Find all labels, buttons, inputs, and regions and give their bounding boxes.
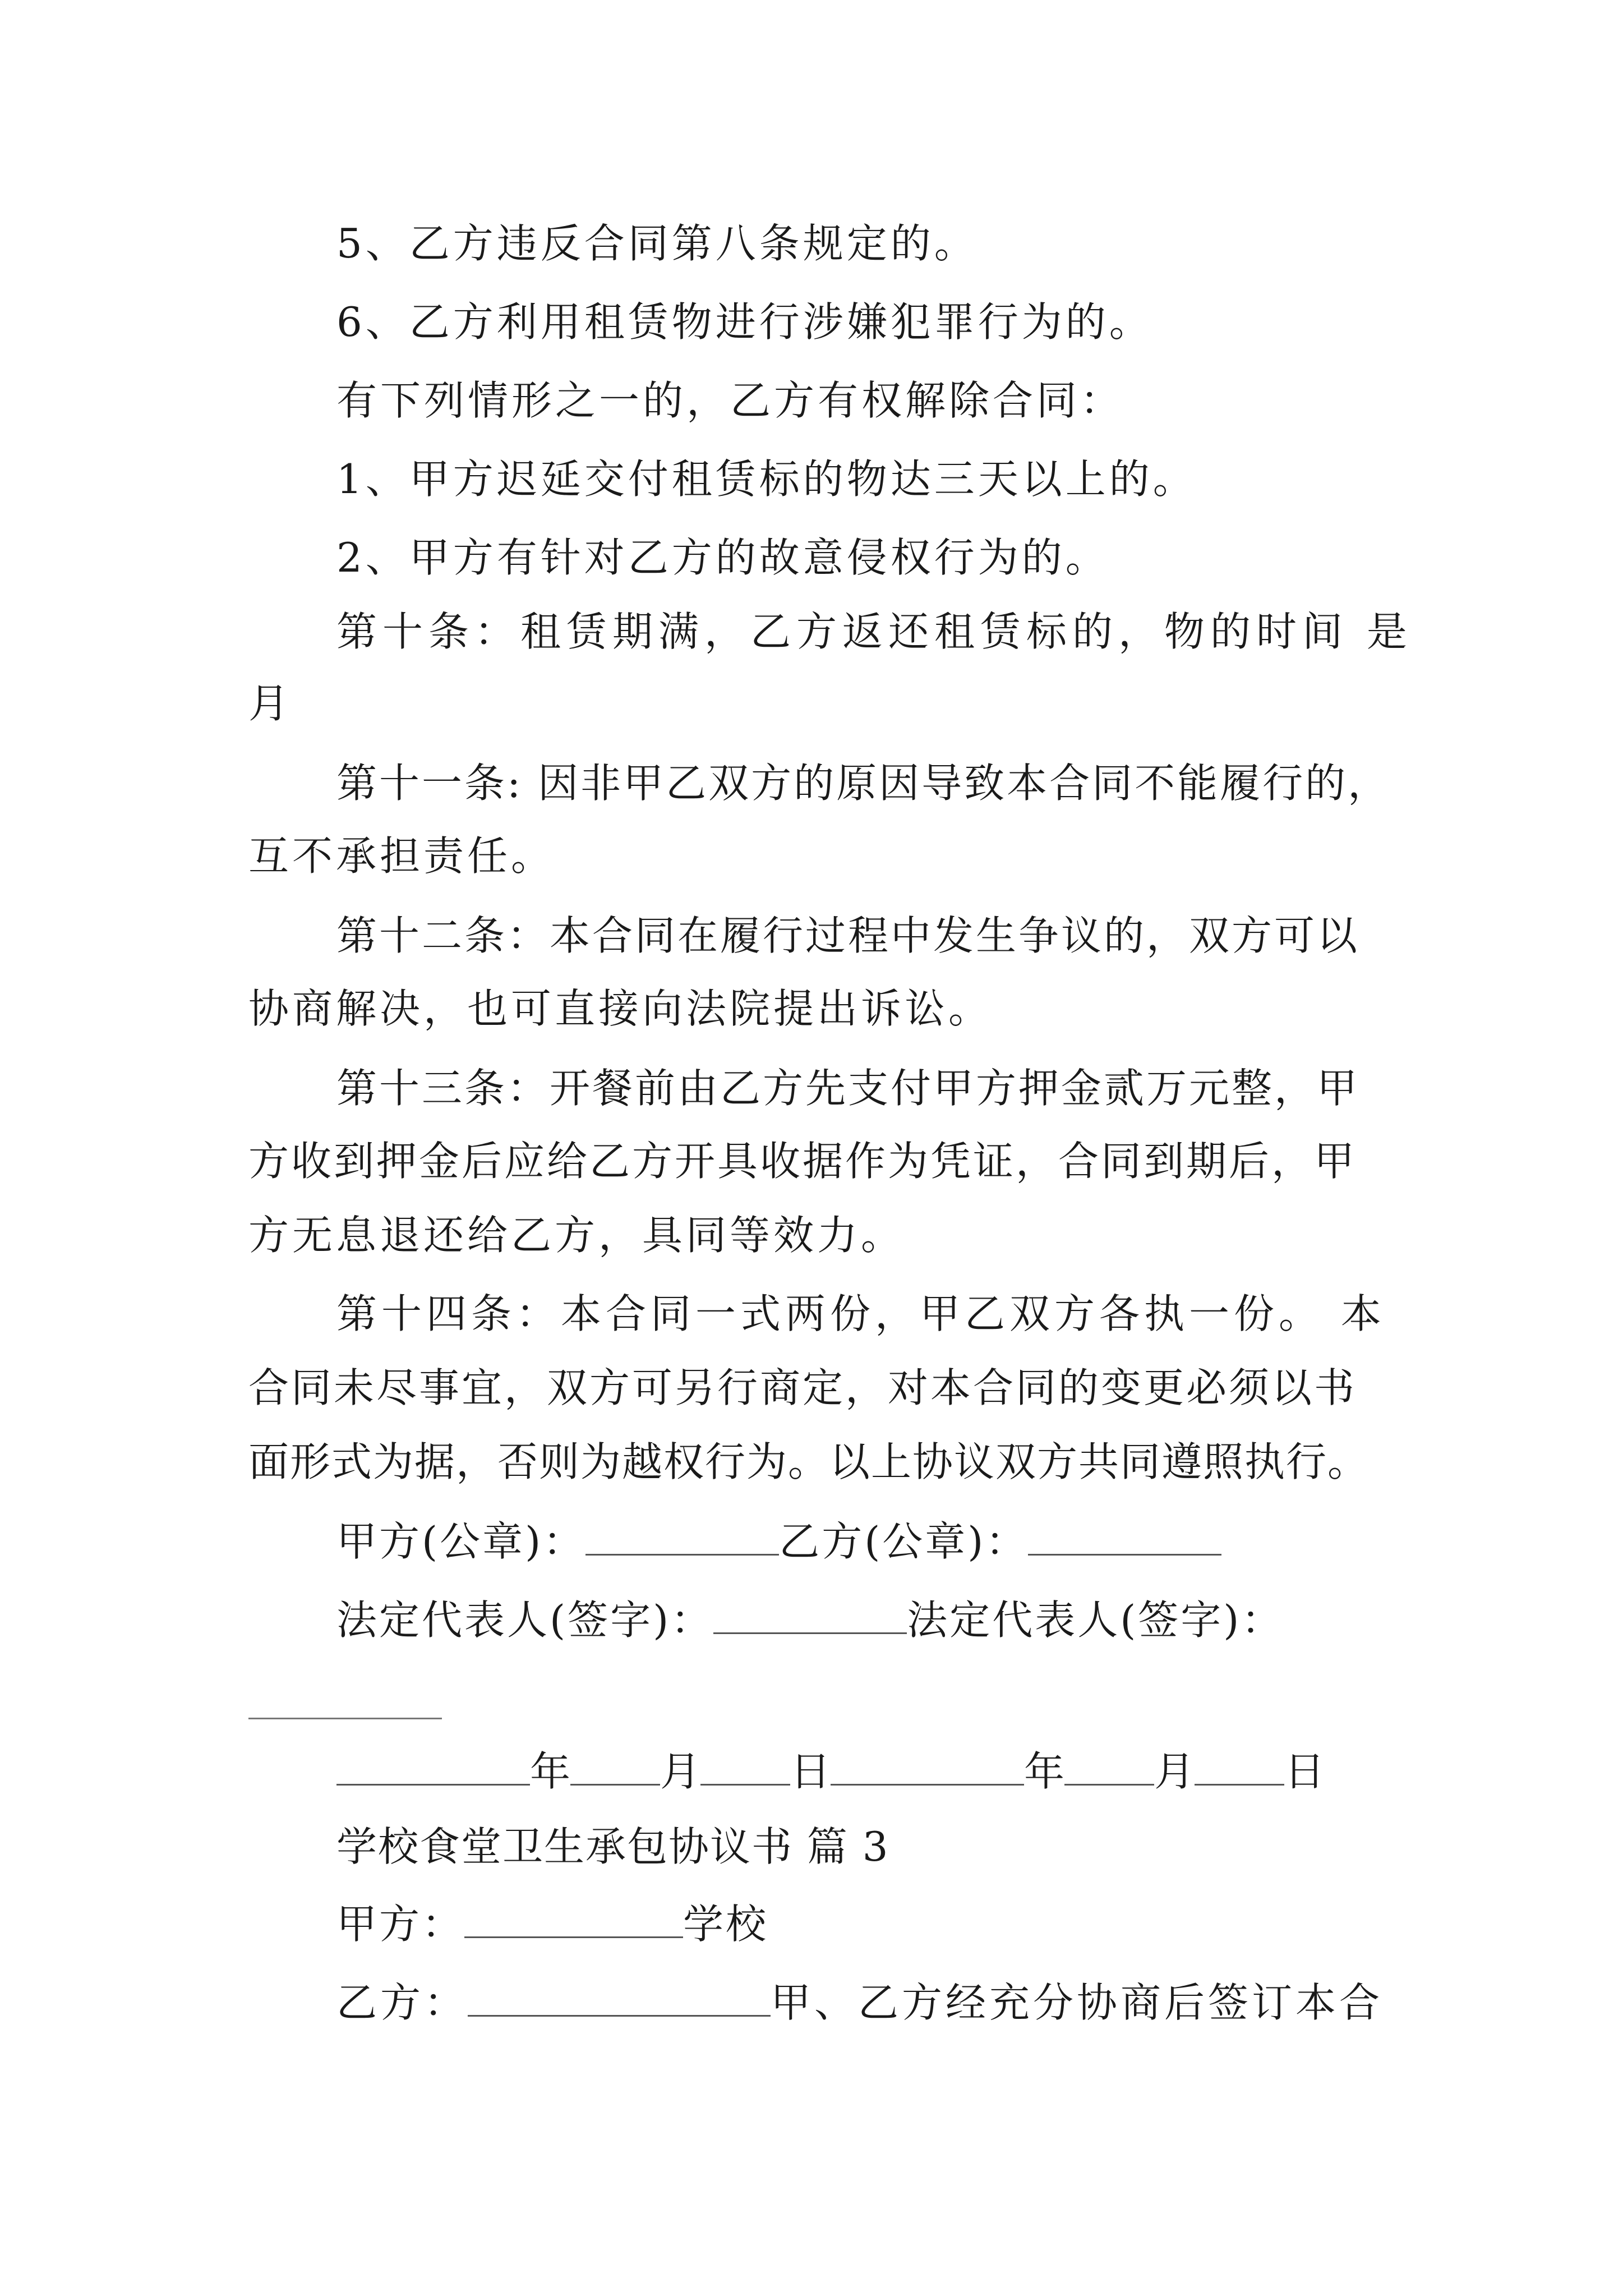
date-b-day: 日 — [1284, 1748, 1325, 1795]
section-3-party-b-suffix: 甲、乙方经充分协商后签订本合 — [771, 1979, 1384, 2026]
article-14-line-2: 合同未尽事宜，双方可另行商定，对本合同的变更必须以书 — [248, 1364, 1357, 1411]
seal-signature-row — [336, 1518, 1221, 1565]
date-a-day-blank — [700, 1749, 790, 1786]
section-3-party-b-label: 乙方： — [336, 1979, 468, 2026]
clause-line-6: 6、乙方利用租赁物进行涉嫌犯罪行为的。 — [336, 298, 1153, 346]
article-13-line-1: 第十三条：开餐前由乙方先支付甲方押金贰万元整，甲 — [336, 1065, 1360, 1112]
party-a-seal-blank — [585, 1519, 779, 1556]
article-14-line-3: 面形式为据，否则为越权行为。以上协议双方共同遵照执行。 — [248, 1438, 1370, 1485]
article-12-line-1: 第十二条：本合同在履行过程中发生争议的，双方可以 — [336, 912, 1360, 959]
section-3-party-a-label: 甲方： — [336, 1901, 465, 1948]
section-3-party-b-row — [336, 1979, 1384, 2026]
party-b-rep-blank — [248, 1718, 442, 1719]
article-10-line-1: 第十条：租赁期满，乙方返还租赁标的，物的时间 是 — [336, 608, 1413, 655]
article-11-line-1: 第十一条: 因非甲乙双方的原因导致本合同不能履行的， — [336, 760, 1391, 807]
article-14-line-1: 第十四条：本合同一式两份，甲乙双方各执一份。 本 — [336, 1290, 1386, 1337]
date-b-month-blank — [1064, 1749, 1154, 1786]
date-a-day: 日 — [790, 1748, 831, 1795]
party-a-rep-label: 法定代表人(签字)： — [336, 1596, 714, 1644]
clause-line-5: 5、乙方违反合同第八条规定的。 — [336, 220, 978, 267]
party-a-rep-blank — [713, 1598, 907, 1634]
section-3-party-a-row — [336, 1901, 769, 1948]
date-a-year: 年 — [530, 1748, 571, 1795]
date-a-month-blank — [570, 1749, 660, 1786]
section-3-party-a-blank — [464, 1902, 683, 1938]
section-3-title: 学校食堂卫生承包协议书 篇 3 — [336, 1823, 889, 1870]
date-b-month: 月 — [1154, 1748, 1195, 1795]
section-3-party-a-suffix: 学校 — [683, 1901, 769, 1948]
date-a-year-blank — [336, 1749, 530, 1786]
party-b-seal-blank — [1028, 1519, 1221, 1556]
article-13-line-3: 方无息退还给乙方，具同等效力。 — [248, 1212, 905, 1259]
date-a-month: 月 — [660, 1748, 701, 1795]
date-b-day-blank — [1195, 1749, 1284, 1786]
party-a-seal-label: 甲方(公章)： — [336, 1518, 586, 1565]
article-12-line-2: 协商解决，也可直接向法院提出诉讼。 — [248, 985, 993, 1032]
article-11-line-2: 互不承担责任。 — [248, 832, 555, 880]
clause-line-b2: 2、甲方有针对乙方的故意侵权行为的。 — [336, 534, 1109, 581]
article-10-line-2: 月 — [248, 680, 293, 727]
article-13-line-2: 方收到押金后应给乙方开具收据作为凭证，合同到期后，甲 — [248, 1138, 1357, 1185]
party-b-seal-label: 乙方(公章)： — [779, 1518, 1029, 1565]
date-b-year: 年 — [1024, 1748, 1065, 1795]
clause-line-b1: 1、甲方迟延交付租赁标的物达三天以上的。 — [336, 455, 1197, 503]
section-3-party-b-blank — [468, 1980, 771, 2017]
representative-signature-row — [336, 1596, 1284, 1644]
date-row — [336, 1748, 1325, 1795]
party-b-rep-label: 法定代表人(签字)： — [907, 1596, 1284, 1644]
date-b-year-blank — [831, 1749, 1024, 1786]
clause-line-b-intro: 有下列情形之一的，乙方有权解除合同： — [336, 377, 1124, 424]
